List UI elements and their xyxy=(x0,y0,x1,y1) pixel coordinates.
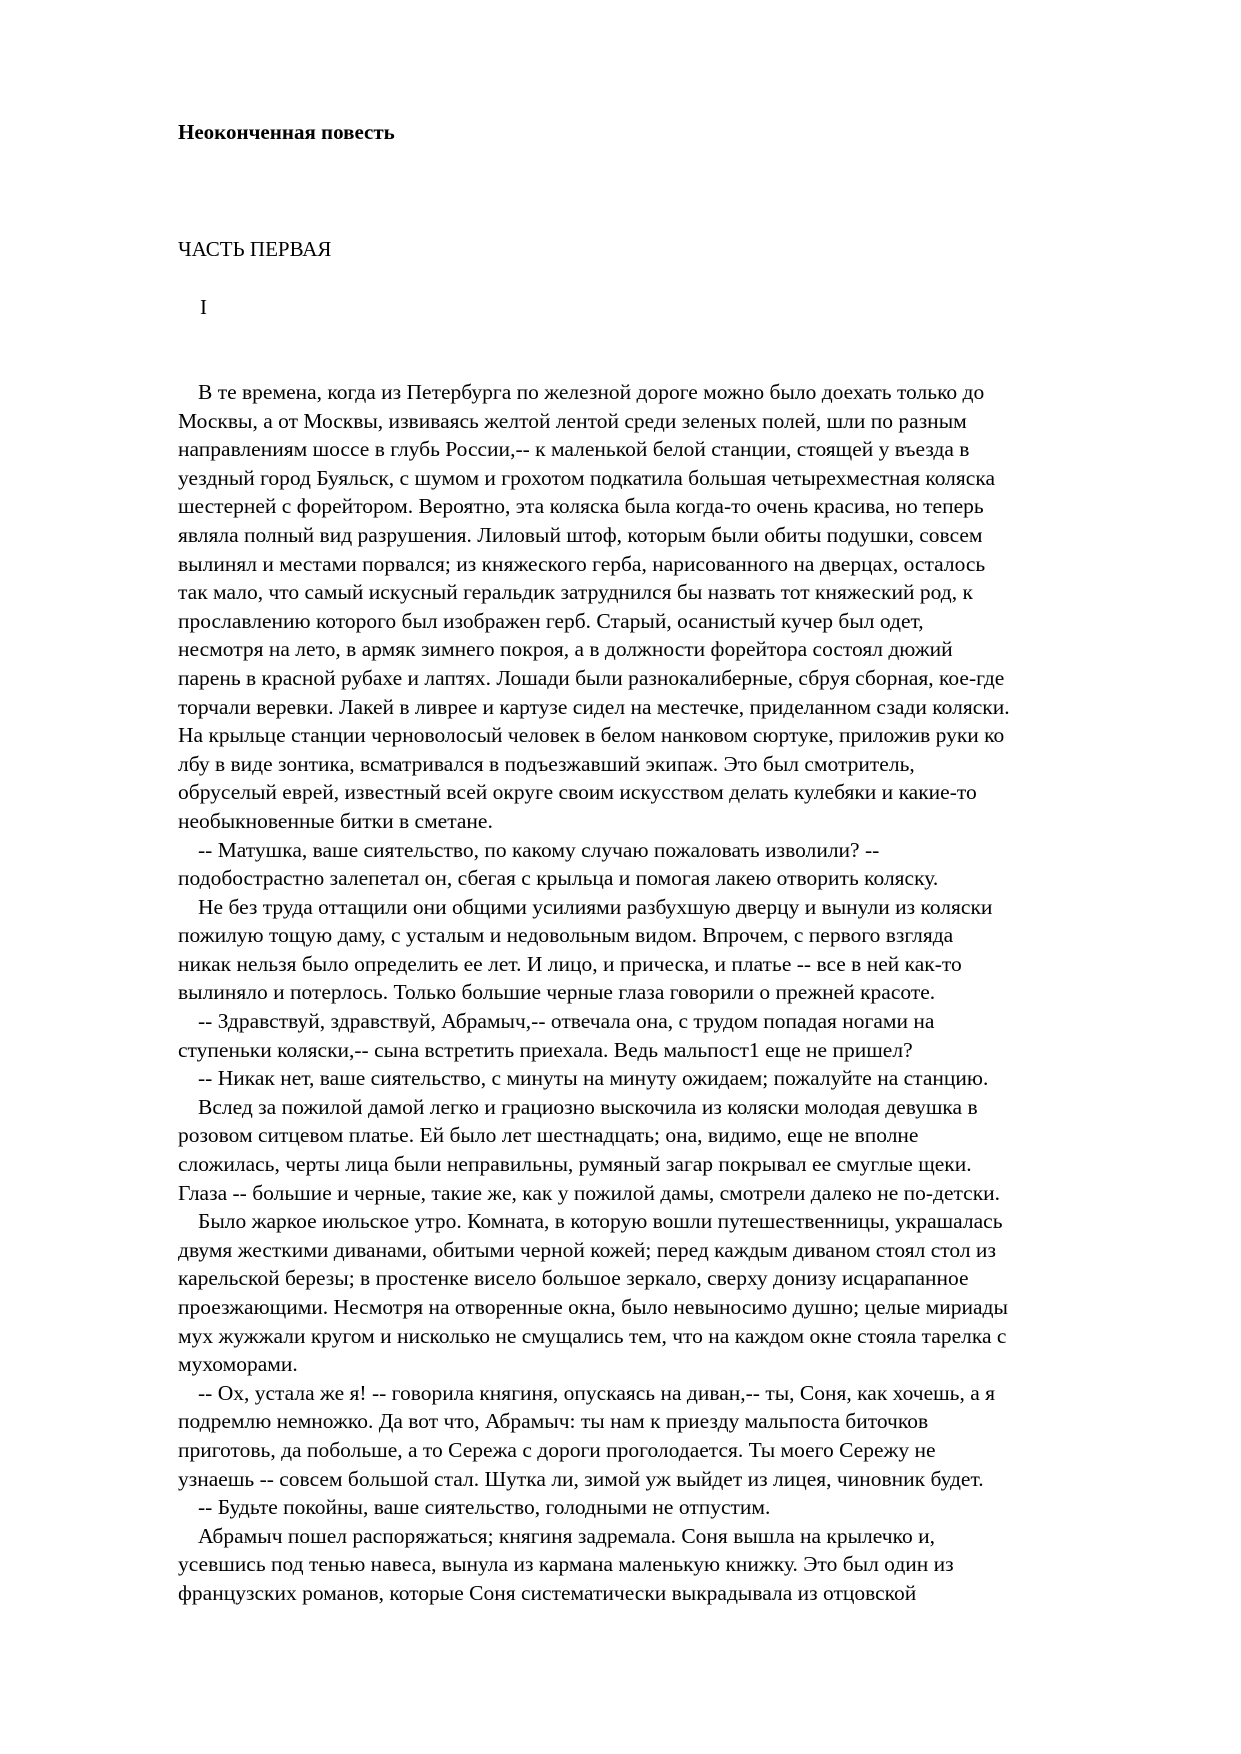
text-line: шестерней с форейтором. Вероятно, эта коляска была когда-то очень красива, но теперь xyxy=(178,494,984,519)
text-line: так мало, что самый искусный геральдик затруднился бы назвать тот княжеский род, к xyxy=(178,580,973,605)
chapter-number: I xyxy=(200,295,207,319)
text-line: Было жаркое июльское утро. Комната, в которую вошли путешественницы, украшалась xyxy=(198,1209,1003,1234)
text-line: подремлю немножко. Да вот что, Абрамыч: ты нам к приезду мальпоста биточков xyxy=(178,1409,929,1434)
text-line: обруселый еврей, известный всей округе своим искусством делать кулебяки и какие-то xyxy=(178,780,977,805)
text-line: пожилую тощую даму, с усталым и недовольным видом. Впрочем, с первого взгляда xyxy=(178,923,954,948)
text-line: -- Матушка, ваше сиятельство, по какому случаю пожаловать изволили? -- xyxy=(198,837,880,862)
text-line: никак нельзя было определить ее лет. И лицо, и прическа, и платье -- все в ней как-то xyxy=(178,951,962,976)
text-line: -- Ох, устала же я! -- говорила княгиня, опускаясь на диван,-- ты, Соня, как хочешь, а я xyxy=(198,1380,996,1405)
text-line: В те времена, когда из Петербурга по железной дороге можно было доехать только до xyxy=(198,380,985,404)
text-line: Глаза -- большие и черные, такие же, как у пожилой дамы, смотрели далеко не по-детски. xyxy=(178,1180,1001,1205)
text-line: двумя жесткими диванами, обитыми черной кожей; перед каждым диваном стоял стол из xyxy=(178,1237,996,1262)
text-line: прославлению которого был изображен герб. Старый, осанистый кучер был одет, xyxy=(178,608,924,633)
body-text xyxy=(178,378,1178,1608)
text-line: уездный город Буяльск, с шумом и грохотом подкатила большая четырехместная коляска xyxy=(178,465,995,490)
text-line: лбу в виде зонтика, всматривался в подъезжавший экипаж. Это был смотритель, xyxy=(178,751,915,776)
text-line: -- Будьте покойны, ваше сиятельство, голодными не отпустим. xyxy=(198,1495,771,1520)
text-line: мухоморами. xyxy=(178,1352,298,1377)
text-line: приготовь, да побольше, а то Сережа с дороги проголодается. Ты моего Сережу не xyxy=(178,1437,936,1462)
text-line: вылинял и местами порвался; из княжеского герба, нарисованного на дверцах, осталось xyxy=(178,551,986,576)
text-line: -- Здравствуй, здравствуй, Абрамыч,-- отвечала она, с трудом попадая ногами на xyxy=(198,1009,935,1034)
text-line: Абрамыч пошел распоряжаться; княгиня задремала. Соня вышла на крылечко и, xyxy=(198,1523,935,1548)
text-line: -- Никак нет, ваше сиятельство, с минуты на минуту ожидаем; пожалуйте на станцию. xyxy=(198,1066,989,1091)
text-line: направлениям шоссе в глубь России,-- к маленькой белой станции, стоящей у въезда в xyxy=(178,437,970,462)
text-line: мух жужжали кругом и нисколько не смущались тем, что на каждом окне стояла тарелка с xyxy=(178,1323,1007,1348)
text-line: узнаешь -- совсем большой стал. Шутка ли, зимой уж выйдет из лицея, чиновник будет. xyxy=(178,1466,984,1491)
text-line: вылиняло и потерлось. Только большие черные глаза говорили о прежней красоте. xyxy=(178,980,936,1005)
text-line: розовом ситцевом платье. Ей было лет шестнадцать; она, видимо, еще не вполне xyxy=(178,1123,919,1148)
text-line: подобострастно залепетал он, сбегая с крыльца и помогая лакею отворить коляску. xyxy=(178,866,939,891)
text-line: проезжающими. Несмотря на отворенные окна, было невыносимо душно; целые мириады xyxy=(178,1295,1008,1319)
text-line: Вслед за пожилой дамой легко и грациозно выскочила из коляски молодая девушка в xyxy=(198,1094,978,1119)
text-line: французских романов, которые Соня систематически выкрадывала из отцовской xyxy=(178,1580,917,1605)
text-line: являла полный вид разрушения. Лиловый штоф, которым были обиты подушки, совсем xyxy=(178,522,983,547)
text-line: На крыльце станции черноволосый человек в белом нанковом сюртуке, приложив руки ко xyxy=(178,723,1005,748)
text-line: усевшись под тенью навеса, вынула из кармана маленькую книжку. Это был один из xyxy=(178,1552,954,1577)
text-line: сложилась, черты лица были неправильны, румяный загар покрывал ее смуглые щеки. xyxy=(178,1152,972,1177)
text-line: ступеньки коляски,-- сына встретить приехала. Ведь мальпост1 еще не пришел? xyxy=(178,1037,913,1062)
text-line: торчали веревки. Лакей в ливрее и картузе сидел на местечке, приделанном сзади коляски. xyxy=(178,694,1010,719)
text-line: парень в красной рубахе и лаптях. Лошади были разнокалиберные, сбруя сборная, кое-где xyxy=(178,665,1005,690)
part-heading: ЧАСТЬ ПЕРВАЯ xyxy=(178,237,332,261)
text-line: Не без труда оттащили они общими усилиями разбухшую дверцу и вынули из коляски xyxy=(198,894,993,919)
text-line: Москвы, а от Москвы, извиваясь желтой лентой среди зеленых полей, шли по разным xyxy=(178,408,967,433)
text-line: карельской березы; в простенке висело большое зеркало, сверху донизу исцарапанное xyxy=(178,1266,969,1291)
text-line: необыкновенные битки в сметане. xyxy=(178,808,493,833)
document-title: Неоконченная повесть xyxy=(178,120,395,144)
text-line: несмотря на лето, в армяк зимнего покроя, а в должности форейтора состоял дюжий xyxy=(178,637,953,662)
